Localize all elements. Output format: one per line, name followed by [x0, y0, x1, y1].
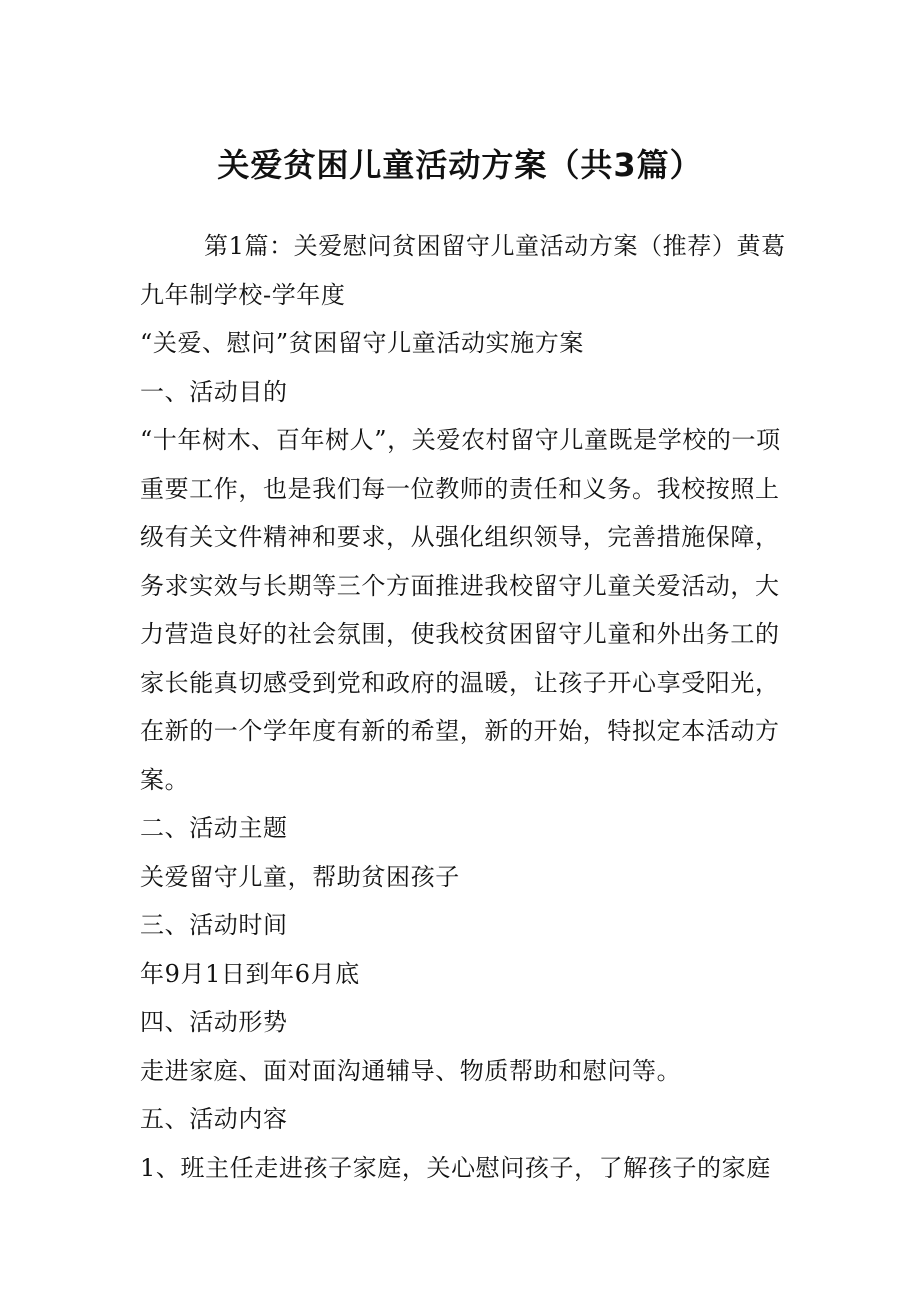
paragraph-intro: 第1篇：关爱慰问贫困留守儿童活动方案（推荐）黄葛九年制学校-学年度 — [140, 232, 786, 309]
paragraph-purpose: “十年树木、百年树人”，关爱农村留守儿童既是学校的一项重要工作，也是我们每一位教师的责任和义务。我校按照上级有关文件精神和要求，从强化组织领导，完善措施保障，务求实效与长期等三个方面推进我校留守儿童关爱活动，大力营造良好的社会氛围，使我校贫困留守儿童和外出务工的家长能真切感受到党和政府的温暖，让孩子开心享受阳光，在新的一个学年度有新的希望，新的开始，特拟定本活动方案。 — [140, 426, 781, 794]
paragraph-plan-title: “关爱、慰问”贫困留守儿童活动实施方案 — [140, 329, 584, 357]
section-heading-content: 五、活动内容 — [140, 1105, 288, 1133]
document-body — [140, 222, 790, 1192]
section-heading-time: 三、活动时间 — [140, 911, 288, 939]
paragraph-form: 走进家庭、面对面沟通辅导、物质帮助和慰问等。 — [140, 1056, 682, 1085]
section-heading-purpose: 一、活动目的 — [140, 377, 288, 406]
section-heading-form: 四、活动形势 — [140, 1008, 288, 1036]
section-heading-theme: 二、活动主题 — [140, 814, 288, 842]
document-title: 关爱贫困儿童活动方案（共3篇） — [217, 146, 703, 184]
paragraph-content-item-1: 1、班主任走进孩子家庭，关心慰问孩子，了解孩子的家庭 — [140, 1153, 771, 1182]
paragraph-theme: 关爱留守儿童，帮助贫困孩子 — [140, 862, 460, 891]
paragraph-time: 年9月1日到年6月底 — [140, 959, 360, 988]
